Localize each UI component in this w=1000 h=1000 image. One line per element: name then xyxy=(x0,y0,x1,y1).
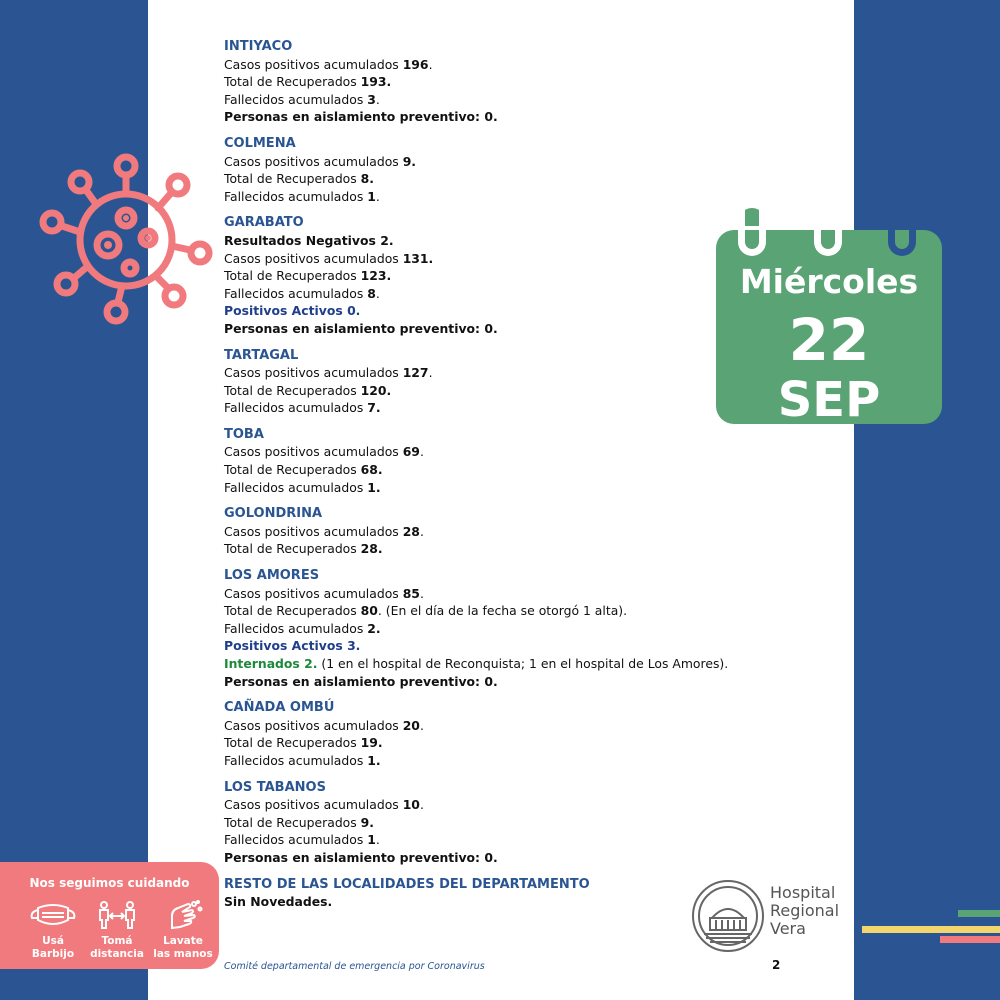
hospital-building-icon xyxy=(690,870,766,962)
stat-line: Positivos Activos 0. xyxy=(224,303,361,319)
hands-item: Lavate las manos xyxy=(150,900,216,960)
stat-line: Casos positivos acumulados 10. xyxy=(224,797,424,813)
stat-line: Casos positivos acumulados 127. xyxy=(224,365,433,381)
stat-line: Total de Recuperados 8. xyxy=(224,171,375,187)
badge-title: Nos seguimos cuidando xyxy=(29,876,190,890)
locality-title: TOBA xyxy=(224,426,264,442)
mask-icon xyxy=(28,900,78,930)
locality-section xyxy=(224,426,784,496)
distance-item: Tomá distancia xyxy=(84,900,150,960)
distance-icon xyxy=(92,900,142,930)
stat-line: Total de Recuperados 19. xyxy=(224,735,383,751)
stat-line: Fallecidos acumulados 1. xyxy=(224,479,381,495)
locality-title: LOS TABANOS xyxy=(224,779,326,795)
stat-line: Total de Recuperados 123. xyxy=(224,268,392,284)
stat-line: Casos positivos acumulados 131. xyxy=(224,250,434,266)
hospital-logo xyxy=(690,870,860,970)
stat-line: Personas en aislamiento preventivo: 0. xyxy=(224,849,498,865)
stat-line: Fallecidos acumulados 7. xyxy=(224,400,381,416)
locality-section xyxy=(224,38,784,126)
calendar-ring-icon xyxy=(738,206,766,256)
prevention-badge xyxy=(0,862,219,969)
locality-title: LOS AMORES xyxy=(224,568,320,584)
hospital-name: Hospital Regional Vera xyxy=(770,883,840,938)
calendar-month: SEP xyxy=(777,372,881,428)
stat-line: Casos positivos acumulados 69. xyxy=(224,444,424,460)
stat-line: Total de Recuperados 193. xyxy=(224,74,392,90)
stat-line: Personas en aislamiento preventivo: 0. xyxy=(224,320,498,336)
decorative-stripe xyxy=(862,926,1000,933)
stat-line: Fallecidos acumulados 1. xyxy=(224,188,380,204)
locality-title: GARABATO xyxy=(224,215,304,231)
stat-line: Fallecidos acumulados 1. xyxy=(224,752,381,768)
calendar-ring-icon xyxy=(814,206,842,256)
locality-section xyxy=(224,567,784,690)
stat-line: Personas en aislamiento preventivo: 0. xyxy=(224,109,498,125)
locality-section xyxy=(224,779,784,867)
locality-title: INTIYACO xyxy=(224,39,293,54)
date-calendar xyxy=(716,206,942,428)
stat-line: Fallecidos acumulados 3. xyxy=(224,91,380,107)
stat-line: Casos positivos acumulados 28. xyxy=(224,523,424,539)
calendar-number: 22 xyxy=(788,306,870,374)
decorative-stripe xyxy=(940,936,1000,943)
calendar-ring-icon xyxy=(888,206,916,256)
locality-section xyxy=(224,699,784,769)
locality-title: COLMENA xyxy=(224,135,296,151)
stat-line: Internados 2. (1 en el hospital de Reconquista; 1 en el hospital de Los Amores). xyxy=(224,656,729,671)
decorative-stripe xyxy=(958,910,1000,917)
page-number: 2 xyxy=(772,958,781,972)
stat-line: Fallecidos acumulados 1. xyxy=(224,832,380,848)
locality-title: TARTAGAL xyxy=(224,347,299,363)
stat-line: Casos positivos acumulados 9. xyxy=(224,153,417,169)
locality-title: CAÑADA OMBÚ xyxy=(224,700,335,716)
footer-text: Comité departamental de emergencia por Coronavirus xyxy=(224,961,485,972)
stat-line: Casos positivos acumulados 196. xyxy=(224,56,433,72)
stat-line: Fallecidos acumulados 8. xyxy=(224,285,380,301)
locality-section xyxy=(224,135,784,205)
report-content xyxy=(224,38,784,920)
virus-icon xyxy=(38,150,218,330)
stat-line: Sin Novedades. xyxy=(224,894,333,910)
locality-title: RESTO DE LAS LOCALIDADES DEL DEPARTAMENTO xyxy=(224,876,590,892)
locality-title: GOLONDRINA xyxy=(224,506,323,522)
stat-line: Total de Recuperados 120. xyxy=(224,382,392,398)
stat-line: Total de Recuperados 68. xyxy=(224,462,383,478)
stat-line: Total de Recuperados 80. (En el día de la fecha se otorgó 1 alta). xyxy=(224,603,628,619)
hands-icon xyxy=(158,900,208,930)
stat-line: Resultados Negativos 2. xyxy=(224,232,394,248)
mask-item: Usá Barbijo xyxy=(20,900,86,960)
locality-section xyxy=(224,214,784,337)
stat-line: Total de Recuperados 28. xyxy=(224,541,383,557)
locality-section xyxy=(224,347,784,417)
calendar-day: Miércoles xyxy=(739,262,919,301)
stat-line: Casos positivos acumulados 85. xyxy=(224,585,424,601)
stat-line: Positivos Activos 3. xyxy=(224,638,361,654)
locality-section xyxy=(224,505,784,558)
stat-line: Casos positivos acumulados 20. xyxy=(224,717,424,733)
stat-line: Fallecidos acumulados 2. xyxy=(224,620,381,636)
stat-line: Total de Recuperados 9. xyxy=(224,814,375,830)
stat-line: Personas en aislamiento preventivo: 0. xyxy=(224,673,498,689)
